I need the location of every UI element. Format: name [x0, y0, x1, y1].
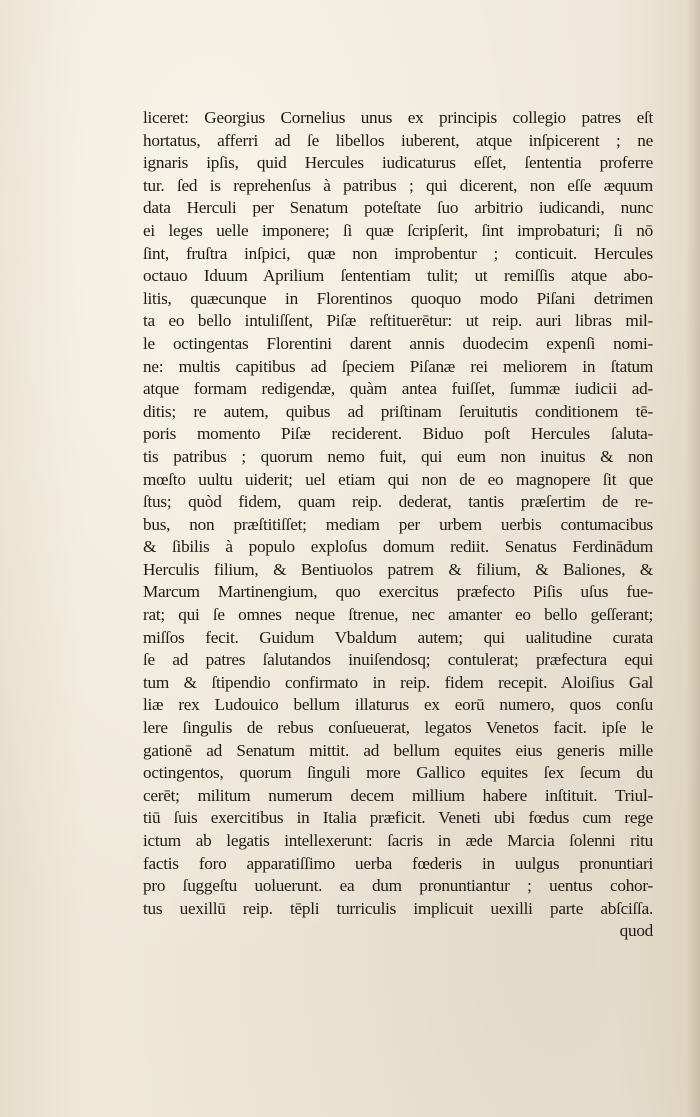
text-line: tis patribus ; quorum nemo fuit, qui eum non inuitus & non	[143, 446, 653, 466]
text-line: bus, non præſtitiſſet; mediam per urbem uerbis contumacibus	[143, 514, 653, 534]
text-line: liæ rex Ludouico bellum illaturus ex eorū numero, quos conſu	[143, 695, 653, 715]
text-line: poris momento Piſæ reciderent. Biduo poſt Hercules ſaluta-	[143, 424, 653, 444]
text-line: gationē ad Senatum mittit. ad bellum equites eius generis mille	[143, 740, 653, 760]
catchword: quod	[619, 921, 653, 941]
text-line: data Herculi per Senatum poteſtate ſuo arbitrio iudicandi, nunc	[143, 198, 653, 218]
text-line: ta eo bello intuliſſent, Piſæ reſtituerētur: ut reip. auri libras mil-	[143, 311, 653, 331]
text-line: tus uexillū reip. tēpli turriculis implicuit uexilli parte abſciſſa.	[143, 898, 653, 918]
text-line: octingentos, quorum ſinguli more Gallico equites ſex ſecum du	[143, 763, 653, 783]
text-line: lere ſingulis de rebus conſueuerat, legatos Venetos facit. ipſe le	[143, 718, 653, 738]
text-line: ne: multis capitibus ad ſpeciem Piſanæ rei meliorem in ſtatum	[143, 356, 653, 376]
text-line: ſint, fruſtra inſpici, quæ non improbentur ; conticuit. Hercules	[143, 243, 653, 263]
text-line: ſtus; quòd fidem, quam reip. dederat, tantis præſertim de re-	[143, 492, 653, 512]
text-line: ignaris ipſis, quid Hercules iudicaturus eſſet, ſententia proferre	[143, 153, 653, 173]
text-line: tur. ſed is reprehenſus à patribus ; qui dicerent, non eſſe æquum	[143, 175, 653, 195]
text-line: pro ſuggeſtu uoluerunt. ea dum pronuntiantur ; uentus cohor-	[143, 876, 653, 896]
text-line: mœſto uultu uiderit; uel etiam qui non de eo magnopere ſit que	[143, 469, 653, 489]
text-line: ditis; re autem, quibus ad priſtinam ſeruitutis conditionem tē-	[143, 401, 653, 421]
text-line: le octingentas Florentini darent annis duodecim expenſi nomi-	[143, 333, 653, 353]
text-line: ei leges uelle imponere; ſi quæ ſcripſerit, ſint improbaturi; ſi nō	[143, 220, 653, 240]
text-line: rat; qui ſe omnes neque ſtrenue, nec amanter eo bello geſſerant;	[143, 605, 653, 625]
text-line: ictum ab legatis intellexerunt: ſacris in æde Marcia ſolenni ritu	[143, 831, 653, 850]
text-line: miſſos fecit. Guidum Vbaldum autem; qui ualitudine curata	[143, 627, 653, 647]
text-line: octauo Iduum Aprilium ſententiam tulit; ut remiſſis atque abo-	[143, 266, 653, 286]
text-line: hortatus, afferri ad ſe libellos iuberent, atque inſpicerent ; ne	[143, 130, 653, 150]
text-line: tiū ſuis exercitibus in Italia præficit. Veneti ubi fœdus cum rege	[143, 808, 653, 828]
text-block	[143, 107, 653, 943]
text-line: cerēt; militum numerum decem millium habere inſtituit. Triul-	[143, 785, 653, 805]
text-line: factis foro apparatiſſimo uerba fœderis in uulgus pronuntiari	[143, 853, 653, 873]
text-line: ſe ad patres ſalutandos inuiſendosq; contulerat; præfectura equi	[143, 650, 653, 670]
text-line: Herculis filium, & Bentiuolos patrem & filium, & Baliones, &	[143, 559, 653, 579]
text-line: litis, quæcunque in Florentinos quoquo modo Piſani detrimen	[143, 288, 653, 308]
text-line: tum & ſtipendio confirmato in reip. fidem recepit. Aloiſius Gal	[143, 672, 653, 692]
text-line: atque formam redigendæ, quàm antea fuiſſet, ſummæ iudicii ad-	[143, 379, 653, 399]
text-line: & ſibilis à populo exploſus domum rediit. Senatus Ferdinādum	[143, 537, 653, 557]
text-line: liceret: Georgius Cornelius unus ex principis collegio patres eſt	[143, 108, 653, 127]
text-line: Marcum Martinengium, quo exercitus præfecto Piſis uſus fue-	[143, 582, 653, 602]
